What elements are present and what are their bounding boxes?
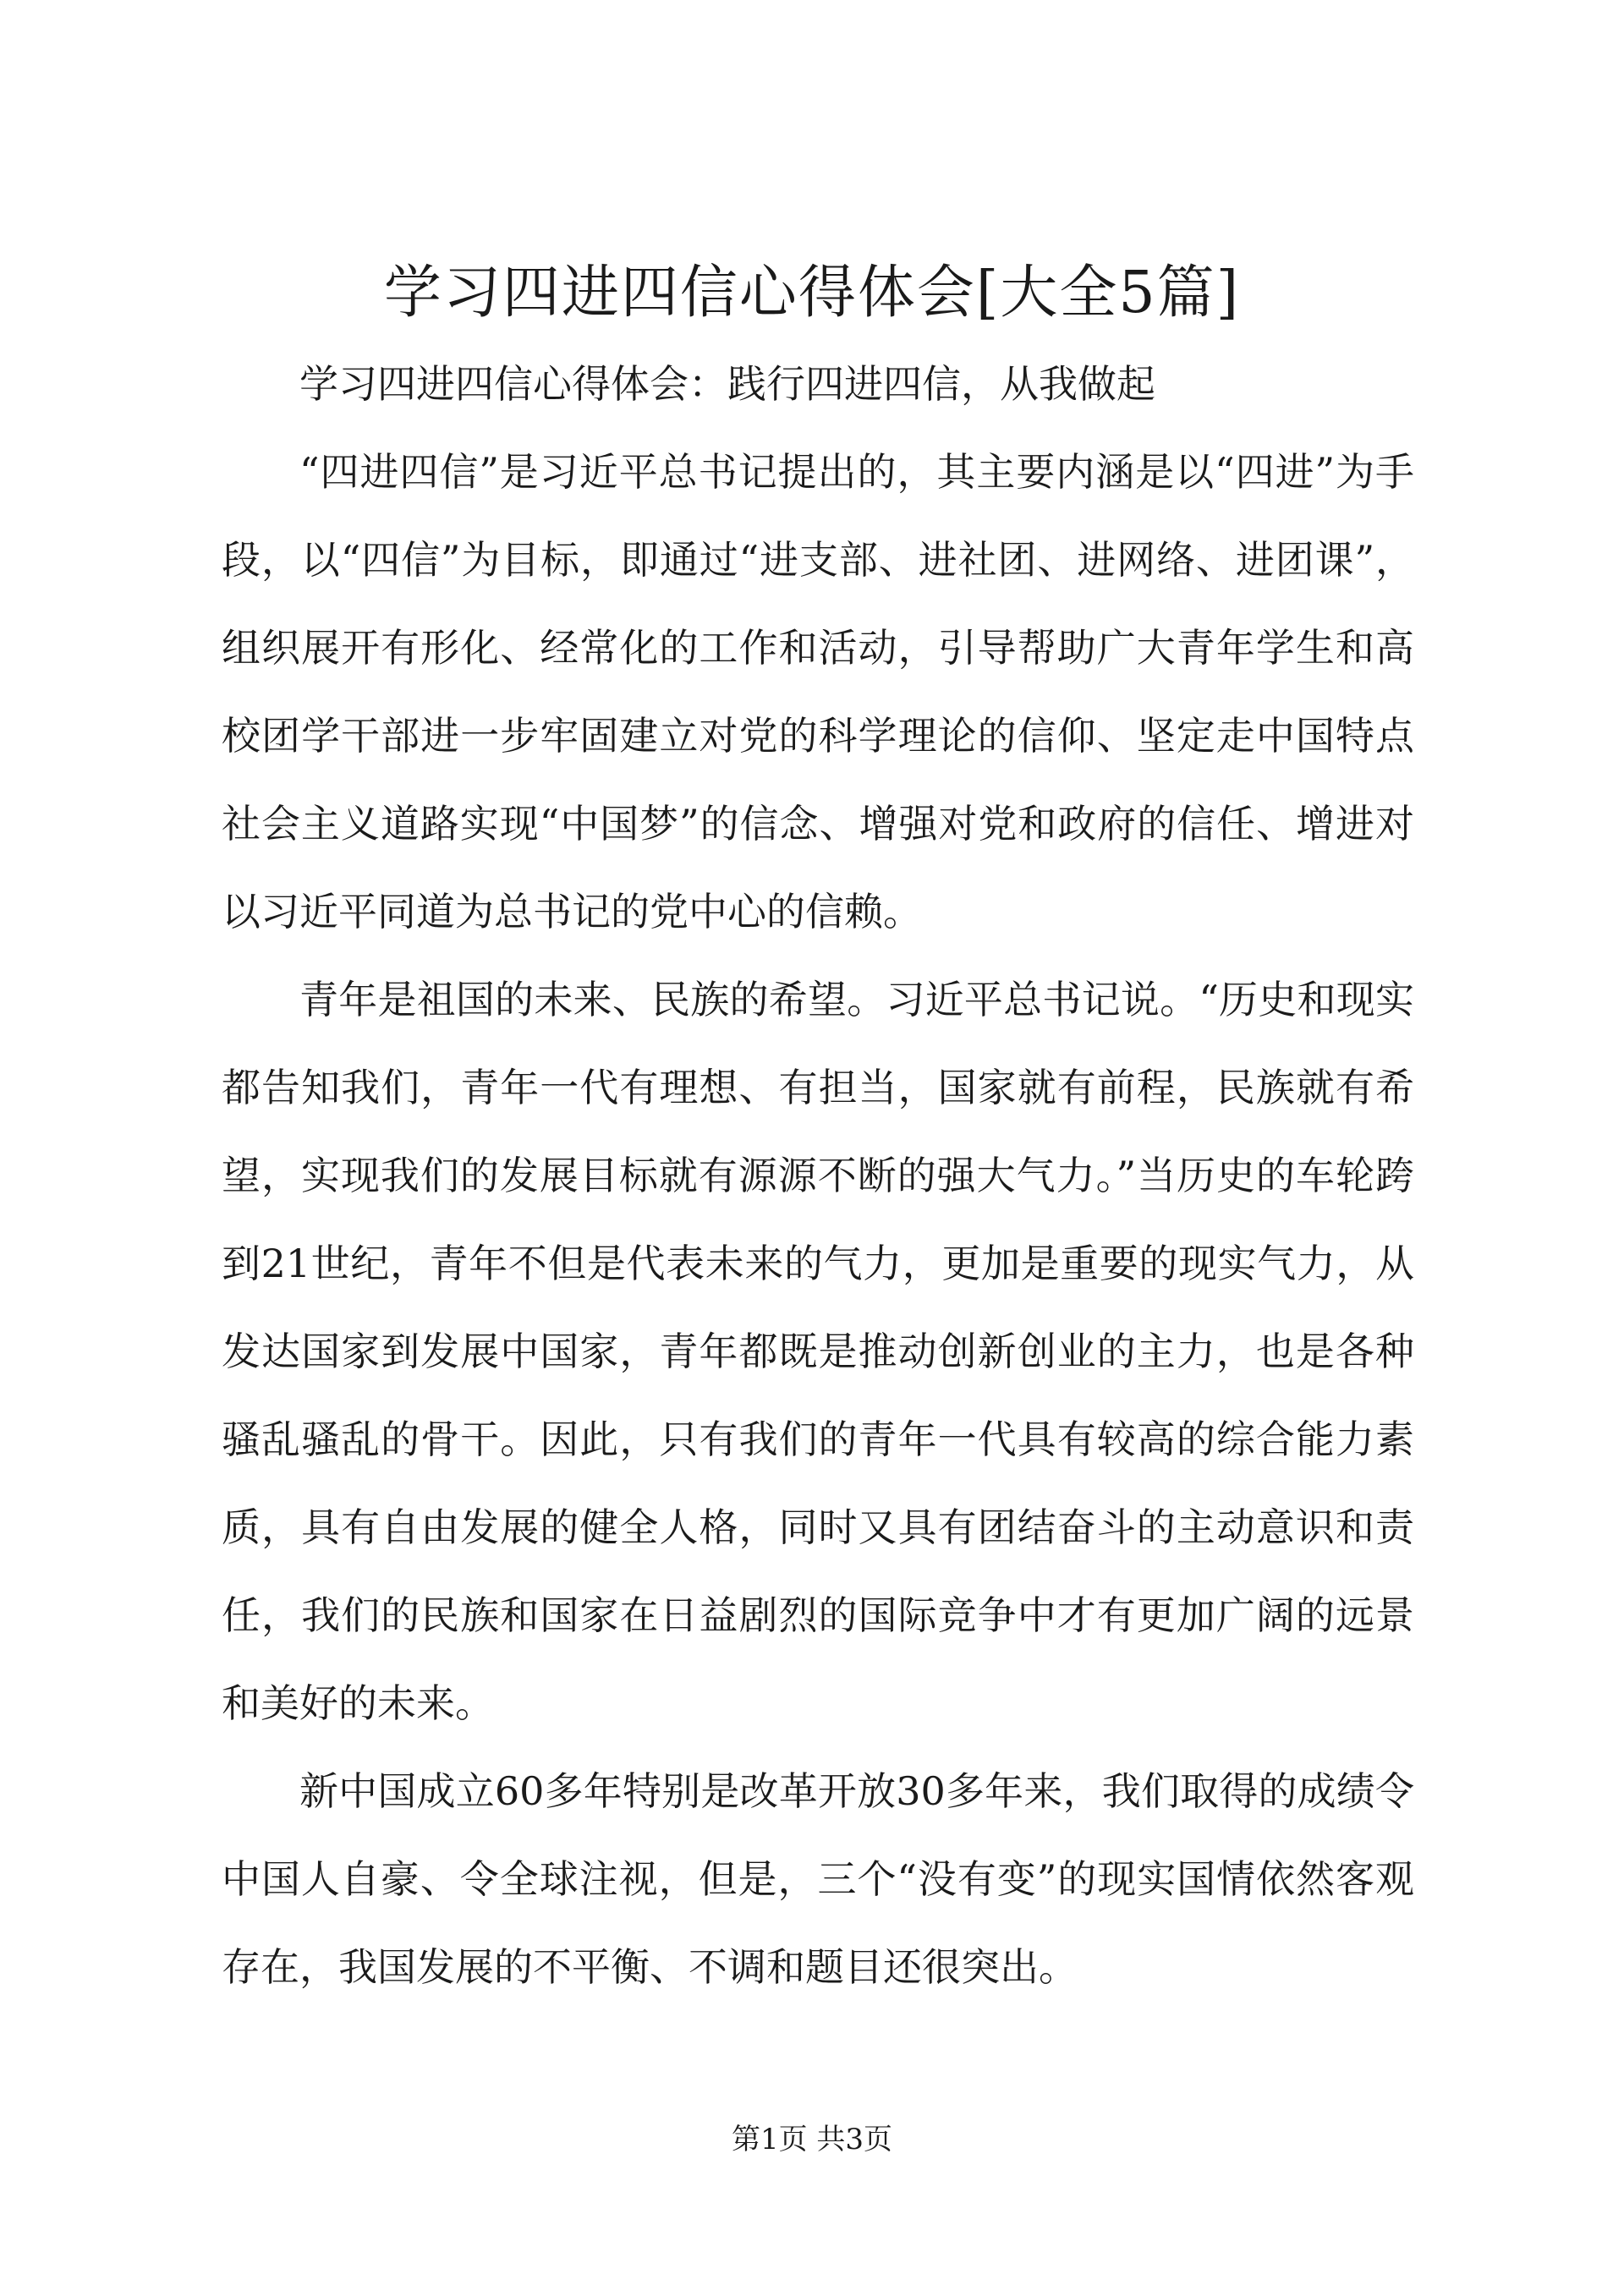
document-title: 学习四进四信心得体会[大全5篇]: [383, 260, 1241, 326]
document-subtitle: 学习四进四信心得体会：践行四进四信，从我做起: [299, 361, 1155, 407]
body-paragraph-1: “四进四信”是习近平总书记提出的，其主要内涵是以“四进”为手段，以“四信”为目标，即通过“进支部、进社团、进网络、进团课”，组织展开有形化、经常化的工作和活动，引导帮助广大青年学生和高校团学干部进一步牢固建立对党的科学理论的信仰、坚定走中国特点社会主义道路实现“中国梦”的信念、增强对党和政府的信任、增进对以习近平同道为总书记的党中心的信赖。: [222, 449, 1414, 934]
body-paragraph-3: 新中国成立60多年特别是改革开放30多年来，我们取得的成绩令中国人自豪、令全球注视，但是，三个“没有变”的现实国情依然客观存在，我国发展的不平衡、不调和题目还很突出。: [222, 1768, 1414, 1990]
document-body: [222, 340, 1414, 2011]
page-number-footer: 第1页 共3页: [731, 2123, 893, 2156]
body-paragraph-2: 青年是祖国的未来、民族的希望。习近平总书记说。“历史和现实都告知我们，青年一代有理想、有担当，国家就有前程，民族就有希望，实现我们的发展目标就有源源不断的强大气力。”当历史的车轮跨到21世纪，青年不但是代表未来的气力，更加是重要的现实气力，从发达国家到发展中国家，青年都既是推动创新创业的主力，也是各种骚乱骚乱的骨干。因此，只有我们的青年一代具有较高的综合能力素质，具有自由发展的健全人格，同时又具有团结奋斗的主动意识和责任，我们的民族和国家在日益剧烈的国际竞争中才有更加广阔的远景和美好的未来。: [222, 977, 1414, 1726]
